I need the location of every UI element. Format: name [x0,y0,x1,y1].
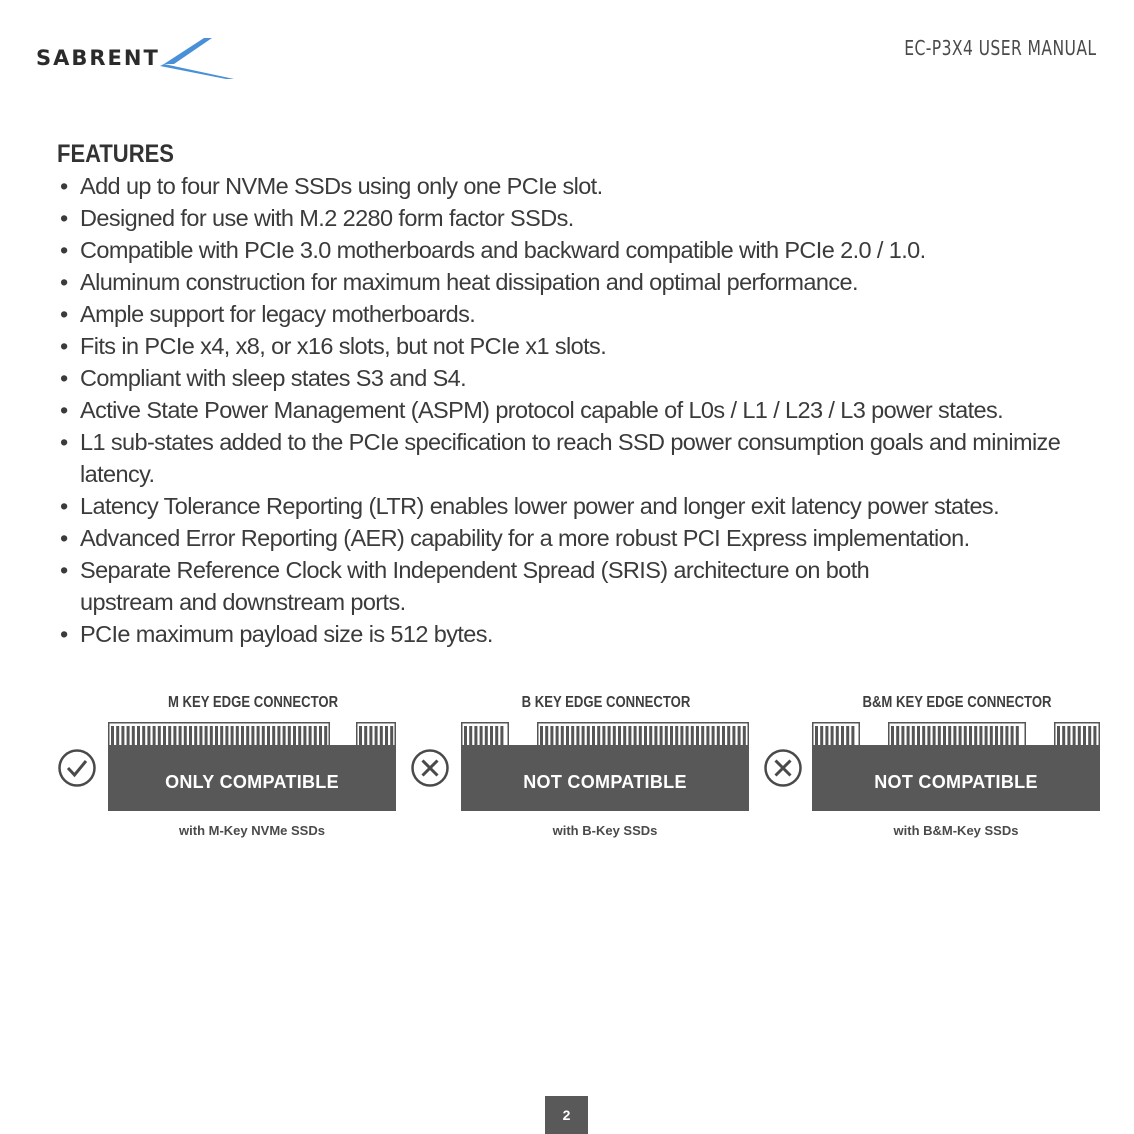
feature-item: • Advanced Error Reporting (AER) capability for a more robust PCI Express implementation. [58,522,1098,554]
brand-name: SABRENT [36,46,160,70]
manual-title: EC-P3X4 USER MANUAL [903,36,1096,60]
feature-item: • Compatible with PCIe 3.0 motherboards and backward compatible with PCIe 2.0 / 1.0. [58,234,1098,266]
connector-pins [356,722,396,746]
features-list [58,170,1098,650]
connector-caption: with B-Key SSDs [552,823,658,838]
check-circle-icon [57,748,97,788]
feature-item: • PCIe maximum payload size is 512 bytes. [58,618,1098,650]
connector-pins [537,722,749,746]
connector-pins [108,722,330,746]
feature-item: • Separate Reference Clock with Independent Spread (SRIS) architecture on both upstream and downstream ports. [58,554,1098,618]
connector-title: B&M KEY EDGE CONNECTOR [862,694,1052,711]
feature-item: • Ample support for legacy motherboards. [58,298,1098,330]
connector-pins [1054,722,1100,746]
compatibility-label: NOT COMPATIBLE [874,772,1038,792]
connector-title: B KEY EDGE CONNECTOR [521,694,691,711]
connector-title: M KEY EDGE CONNECTOR [167,694,339,711]
feature-item: • L1 sub-states added to the PCIe specification to reach SSD power consumption goals and minimize latency. [58,426,1098,490]
connector-pins [888,722,1026,746]
feature-item: • Fits in PCIe x4, x8, or x16 slots, but not PCIe x1 slots. [58,330,1098,362]
connector-pins [461,722,509,746]
feature-item: • Compliant with sleep states S3 and S4. [58,362,1098,394]
x-circle-icon [763,748,803,788]
feature-item: • Designed for use with M.2 2280 form factor SSDs. [58,202,1098,234]
feature-item: • Aluminum construction for maximum heat dissipation and optimal performance. [58,266,1098,298]
logo-swoosh-icon [36,34,236,84]
connector-pins [812,722,860,746]
connector-caption: with M-Key NVMe SSDs [179,823,325,838]
feature-item: • Latency Tolerance Reporting (LTR) enables lower power and longer exit latency power states. [58,490,1098,522]
feature-item: • Add up to four NVMe SSDs using only one PCIe slot. [58,170,1098,202]
features-heading: FEATURES [57,140,174,168]
compatibility-label: NOT COMPATIBLE [523,772,687,792]
sabrent-logo [36,34,236,84]
page-number: 2 [545,1096,588,1134]
connector-caption: with B&M-Key SSDs [893,823,1019,838]
x-circle-icon [410,748,450,788]
compatibility-label: ONLY COMPATIBLE [165,772,339,792]
feature-item: • Active State Power Management (ASPM) protocol capable of L0s / L1 / L23 / L3 power states. [58,394,1098,426]
